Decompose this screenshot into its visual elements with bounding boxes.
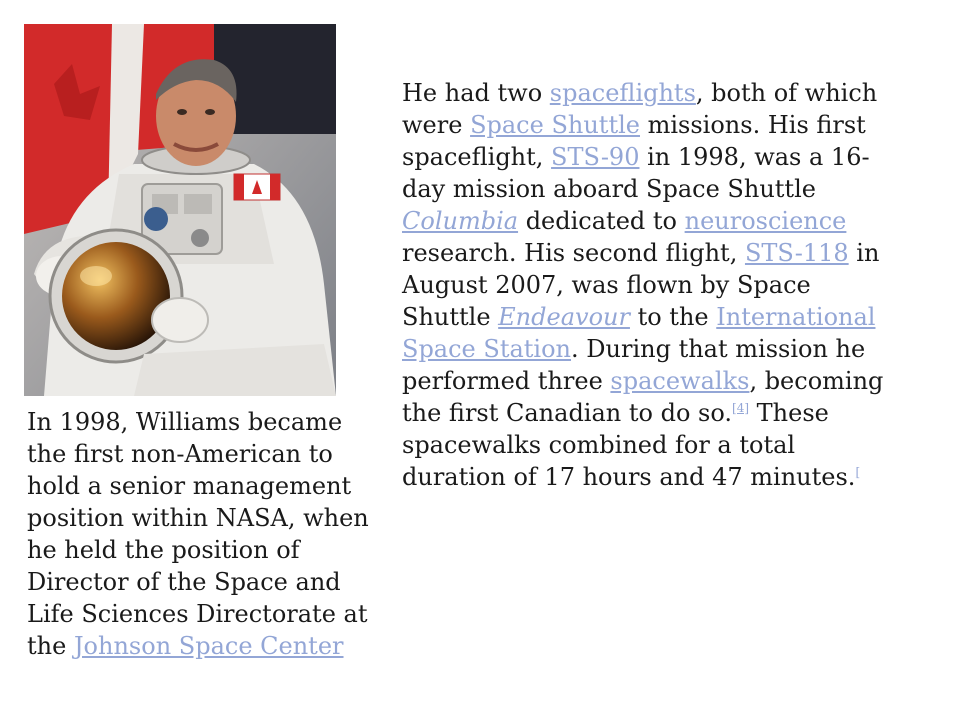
link-johnson-space-center[interactable]: Johnson Space Center	[73, 632, 344, 660]
text-segment: research. His second flight,	[402, 239, 745, 267]
text-segment: in 1998, was a 16-day mission aboard Space Shuttle	[402, 143, 870, 203]
left-paragraph	[27, 406, 382, 662]
link-columbia[interactable]: Columbia	[402, 207, 519, 235]
text-segment: , becoming the first Canadian to do so.	[402, 367, 884, 427]
text-segment: dedicated to	[518, 207, 685, 235]
reference-link-trailing[interactable]: [	[855, 465, 861, 479]
text-segment: These spacewalks combined for a total duration of 17 hours and 47 minutes.	[402, 399, 856, 491]
text-segment: missions. His first spaceflight,	[402, 111, 866, 171]
right-paragraph	[402, 77, 902, 493]
text-segment: , both of which were	[402, 79, 878, 139]
link-spaceflights[interactable]: spaceflights	[549, 79, 696, 107]
text-segment: to the	[629, 303, 717, 331]
link-endeavour[interactable]: Endeavour	[498, 303, 630, 331]
link-sts-118[interactable]: STS-118	[744, 239, 849, 267]
text-segment: in August 2007, was flown by Space Shuttle	[402, 239, 880, 331]
text-segment: He had two	[402, 79, 550, 107]
link-sts-90[interactable]: STS-90	[551, 143, 640, 171]
link-international-space-station[interactable]: International Space Station	[402, 303, 876, 363]
text-segment: . During that mission he performed three	[402, 335, 866, 395]
astronaut-photo	[24, 24, 336, 396]
reference-link-4[interactable]: [4]	[732, 401, 750, 415]
link-neuroscience[interactable]: neuroscience	[684, 207, 847, 235]
left-paragraph-text: In 1998, Williams became the first non-American to hold a senior management position within NASA, when he held the position of Director of the Space and Life Sciences Directorate at the	[27, 408, 369, 660]
link-spacewalks[interactable]: spacewalks	[610, 367, 750, 395]
link-space-shuttle[interactable]: Space Shuttle	[470, 111, 640, 139]
